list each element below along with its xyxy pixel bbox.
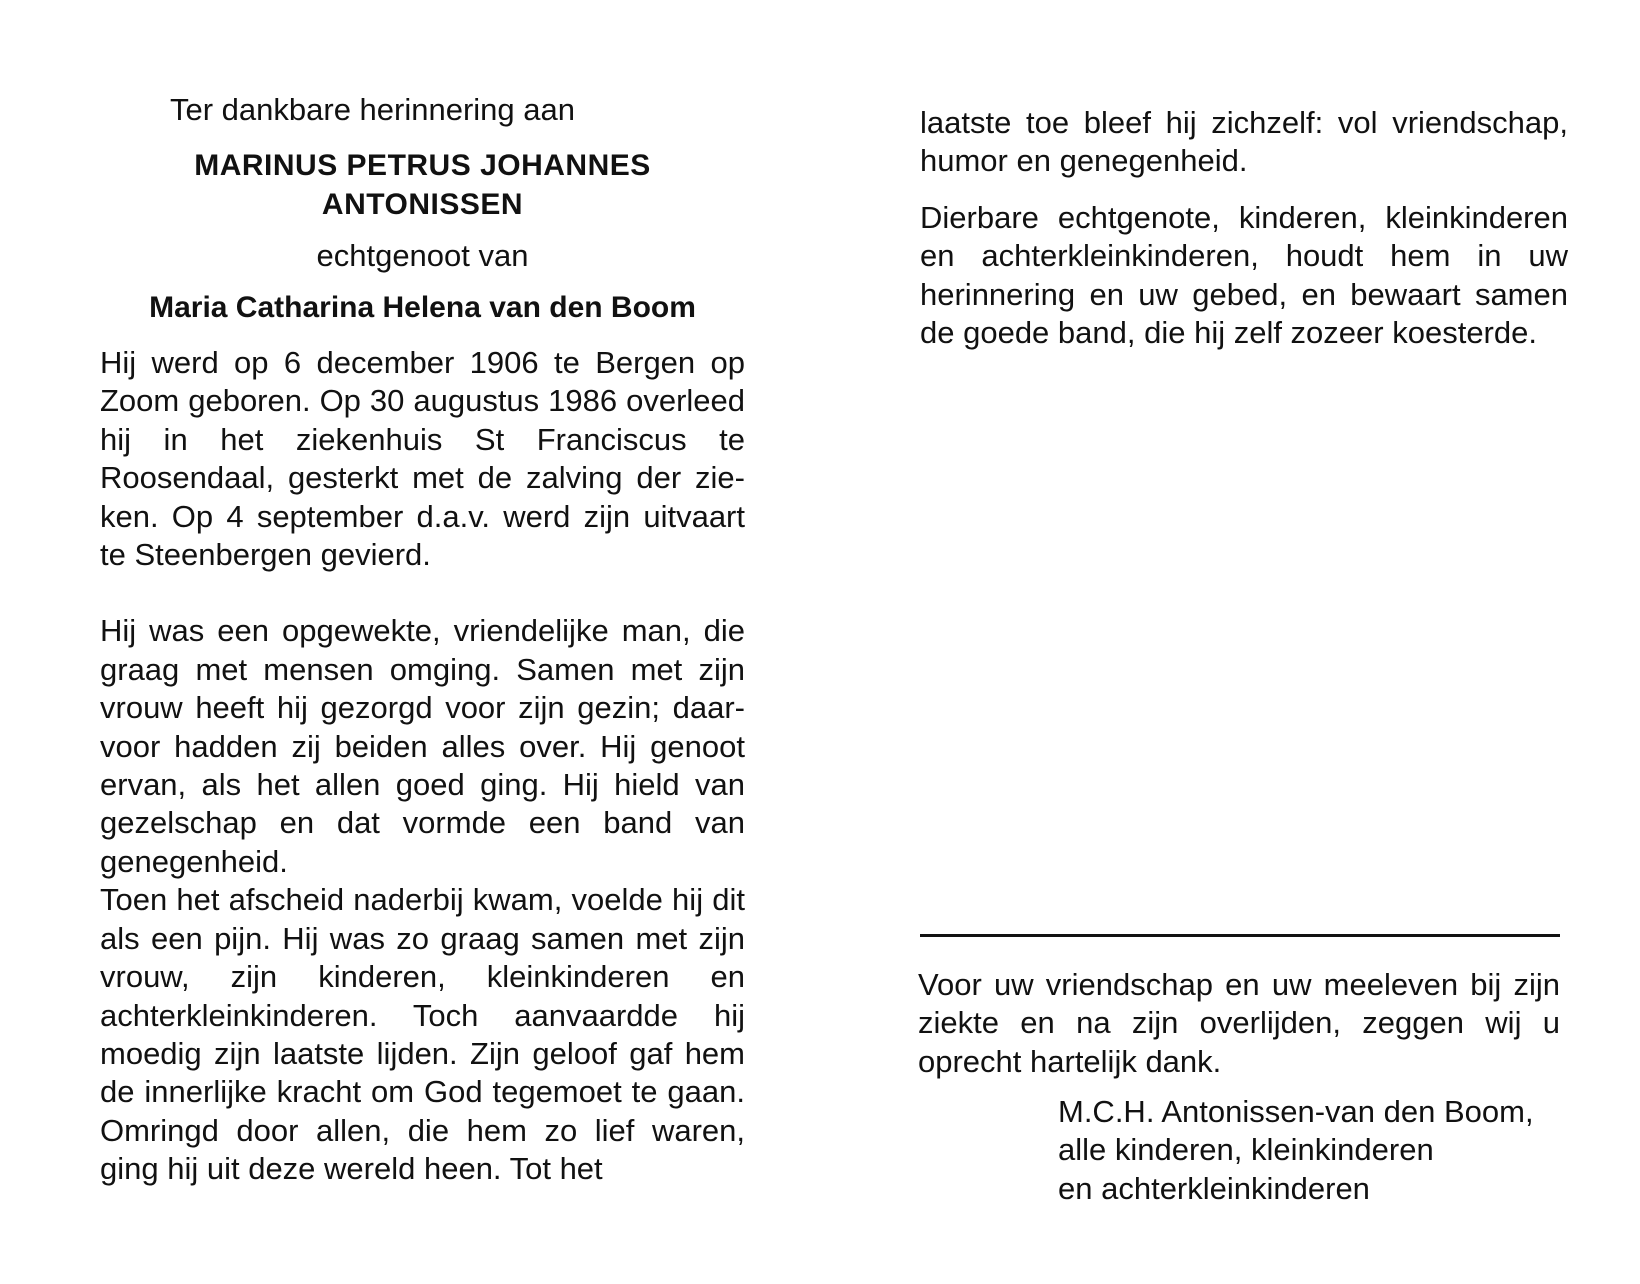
paragraph-farewell-continued: laatste toe bleef hij zichzelf: vol vriendschap, humor en genegenheid. <box>920 105 1568 179</box>
signature-block <box>1058 1093 1578 1208</box>
signature-line-1: M.C.H. Antonissen-van den Boom, <box>1058 1094 1534 1129</box>
deceased-name <box>100 146 745 224</box>
paragraph-character: Hij was een opgewekte, vriendelijke man, die graag met mensen omging. Samen met zijn vrouw heeft hij gezorgd voor zijn gezin; daarvoor hadden zij beiden alles over. Hij genoot ervan, als het allen goed ging. Hij hield van gezelschap en dat vormde een band van genegenheid. <box>100 613 745 879</box>
spouse-label: echtgenoot van <box>316 238 529 273</box>
signature-line-3: en achterkleinkinderen <box>1058 1170 1370 1206</box>
paragraph-request: Dierbare echtgenote, kinderen, kleinkinderen en achterkleinkinderen, houdt hem in uw herinnering en uw gebed, en bewaart samen de goede band, die hij zelf zozeer koesterde. <box>920 199 1568 351</box>
intro-line: Ter dankbare herinnering aan <box>170 92 575 127</box>
deceased-name-line1: MARINUS PETRUS JOHANNES <box>194 149 651 182</box>
divider-line <box>920 934 1560 937</box>
left-page <box>100 90 745 1189</box>
signature-line-2: alle kinderen, kleinkinderen <box>1058 1132 1434 1168</box>
deceased-name-line2: ANTONISSEN <box>321 188 524 221</box>
acknowledgement-text: Voor uw vriendschap en uw meeleven bij zijn ziekte en na zijn overlijden, zeggen wij u oprecht hartelijk dank. <box>918 967 1560 1079</box>
paragraph-farewell: Toen het afscheid naderbij kwam, voelde hij dit als een pijn. Hij was zo graag samen met zijn vrouw, zijn kinderen, kleinkinderen en achterkleinkinderen. Toch aanvaardde hij moedig zijn laatste lijden. Zijn geloof gaf hem de innerlijke kracht om God tegemoet te gaan. Omringd door allen, die hem zo lief waren, ging hij uit deze wereld heen. Tot het <box>100 882 745 1187</box>
paragraph-birth-death: Hij werd op 6 december 1906 te Bergen op Zoom geboren. Op 30 augustus 1986 overleed hij in het ziekenhuis St Franciscus te Roosendaal, gesterkt met de zalving der zieken. Op 4 september d.a.v. werd zijn uitvaart te Steenbergen gevierd. <box>100 345 745 573</box>
spouse-name: Maria Catharina Helena van den Boom <box>149 291 696 324</box>
right-page <box>920 104 1568 352</box>
